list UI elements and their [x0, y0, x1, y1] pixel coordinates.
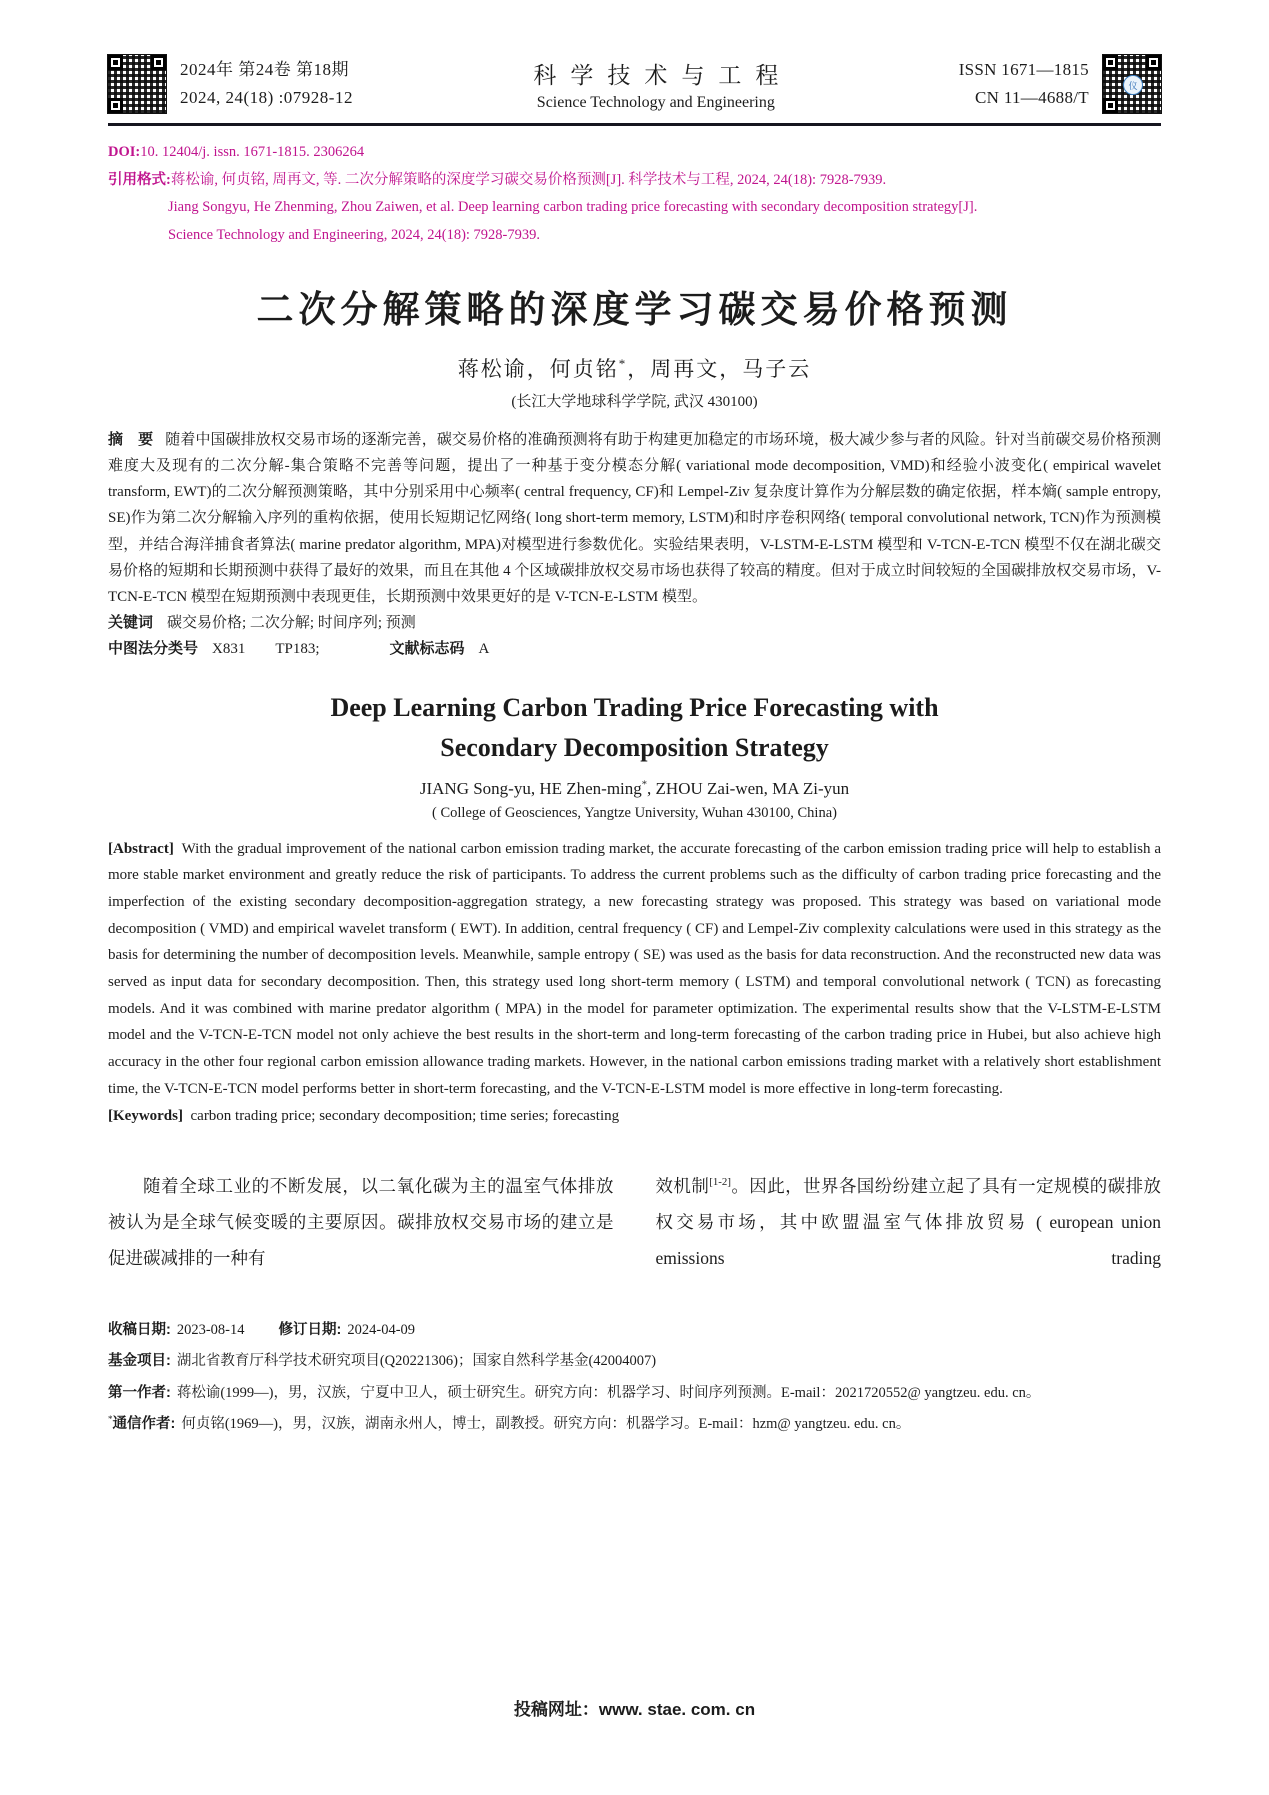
abstract-label-en: [Abstract]	[108, 840, 174, 857]
clc-line	[108, 636, 1161, 662]
revised-label: 修订日期:	[278, 1321, 342, 1338]
authors-en	[108, 779, 1161, 799]
body-paragraph-right	[656, 1169, 1162, 1277]
keywords-en-line	[108, 1103, 1161, 1130]
first-author-label: 第一作者:	[108, 1384, 171, 1401]
abstract-label-cn: 摘 要	[108, 431, 154, 449]
corr-author-value: 何贞铭(1969—)，男，汉族，湖南永州人，博士，副教授。研究方向：机器学习。E-mail：hzm@ yangtzeu. edu. cn。	[181, 1416, 911, 1433]
corr-star-mark: *	[108, 1414, 113, 1425]
issue-cn: 2024年 第24卷 第18期	[180, 59, 349, 79]
cite-en-line2: Science Technology and Engineering, 2024, 24(18): 7928-7939.	[168, 226, 541, 243]
corresponding-author-mark: *	[618, 356, 628, 372]
fund-label: 基金项目:	[108, 1353, 171, 1370]
affiliation-cn: (长江大学地球科学学院, 武汉 430100)	[511, 394, 758, 411]
received-value: 2023-08-14	[176, 1321, 245, 1338]
title-en-line1: Deep Learning Carbon Trading Price Forecasting with	[330, 693, 939, 723]
fund-line	[108, 1350, 1161, 1372]
cite-cn-line	[108, 167, 1161, 195]
body-paragraph-left: 随着全球工业的不断发展，以二氧化碳为主的温室气体排放被认为是全球气候变暖的主要原因。碳排放权交易市场的建立是促进碳减排的一种有	[108, 1176, 614, 1268]
qr-finder-icon	[108, 98, 123, 113]
qr-finder-icon	[1103, 98, 1118, 113]
first-author-line	[108, 1382, 1161, 1404]
qr-finder-icon	[151, 55, 166, 70]
abstract-text-cn: 随着中国碳排放权交易市场的逐渐完善，碳交易价格的准确预测将有助于构建更加稳定的市场环境，极大减少参与者的风险。针对当前碳交易价格预测难度大及现有的二次分解-集合策略不完善等问题，提出了一种基于变分模态分解( variational mode decomposition, VMD)和经验小波变化( empirical wavelet transform, EWT)的二次分解预测策略，其中分别采用中心频率( central frequency, CF)和 Lempel-Ziv 复杂度计算作为分解层数的确定依据，样本熵( sample entropy, SE)作为第二次分解输入序列的重构依据，使用长短期记忆网络( long short-term memory, LSTM)和时序卷积网络( temporal convolutional network, TCN)作为预测模型，并结合海洋捕食者算法( marine predator algorithm, MPA)对模型进行参数优化。实验结果表明，V-LSTM-E-LSTM 模型和 V-TCN-E-TCN 模型不仅在湖北碳交易价格的短期和长期预测中获得了最好的效果，而且在其他 4 个区域碳排放权交易市场也获得了较高的精度。但对于成立时间较短的全国碳排放权交易市场，V-TCN-E-TCN 模型在短期预测中表现更佳，长期预测中效果更好的是 V-TCN-E-LSTM 模型。	[108, 432, 1161, 605]
revised-value: 2024-04-09	[347, 1321, 416, 1338]
qr-code-left-icon	[108, 55, 166, 113]
doi-value: 10. 12404/j. issn. 1671-1815. 2306264	[140, 144, 365, 160]
issn: ISSN 1671—1815	[958, 59, 1089, 79]
corr-author-label: 通信作者:	[112, 1416, 176, 1433]
authors-en-pre: JIANG Song-yu, HE Zhen-ming	[419, 778, 642, 798]
keywords-en: carbon trading price; secondary decomposition; time series; forecasting	[190, 1107, 620, 1124]
qr-finder-icon	[1146, 55, 1161, 70]
issue-code: 2024, 24(18) :07928-12	[180, 88, 353, 107]
cite-en-line1: Jiang Songyu, He Zhenming, Zhou Zaiwen, et al. Deep learning carbon trading price forecasting with secondary decomposition strategy[J].	[168, 199, 978, 216]
journal-header	[108, 55, 1161, 113]
footnotes	[108, 1319, 1161, 1436]
body-column-right	[656, 1169, 1162, 1277]
journal-title-en: Science Technology and Engineering	[536, 93, 775, 111]
article-title-cn: 二次分解策略的深度学习碳交易价格预测	[256, 289, 1013, 331]
doi-label: DOI:	[108, 144, 141, 160]
doi-line	[108, 139, 1161, 167]
doc-code-value: A	[478, 640, 490, 657]
cite-label: 引用格式:	[108, 171, 171, 188]
abstract-text-en: With the gradual improvement of the national carbon emission trading market, the accurate forecasting of the carbon emission trading price will help to establish a more stable market environment and greatly reduce the risk of participants. To address the current problems such as the difficulty of carbon trading price forecasting and the imperfection of the existing secondary decomposition-aggregation strategy, a new forecasting strategy was proposed. This strategy was based on variational mode decomposition ( VMD) and empirical wavelet transform ( EWT). In addition, central frequency ( CF) and Lempel-Ziv complexity calculations were used in this strategy as the basis for determining the number of decomposition levels. Meanwhile, sample entropy ( SE) was used as the basis for data reconstruction. And the reconstructed new data was served as input data for secondary decomposition. Then, this strategy used long short-term memory ( LSTM) and temporal convolutional network ( TCN) as forecasting models. And it was combined with marine predator algorithm ( MPA) in the model for parameter optimization. The experimental results show that the V-LSTM-E-LSTM model and the V-TCN-E-TCN model not only achieve the best results in the short-term and long-term forecasting of the carbon trading price in Hubei, but also achieve high accuracy in the other four regional carbon emission allowance trading markets. However, in the national carbon emissions trading market with a relatively short establishment time, the V-TCN-E-TCN model performs better in short-term forecasting, and the V-TCN-E-LSTM model is more effective in long-term forecasting.	[108, 840, 1162, 1097]
issue-info	[180, 56, 353, 112]
citation-block	[108, 139, 1161, 249]
journal-title-cn: 科学技术与工程	[533, 62, 793, 88]
affiliation-en: ( College of Geosciences, Yangtze University, Wuhan 430100, China)	[432, 804, 837, 821]
abstract-en	[108, 836, 1161, 1103]
authors-cn-pre: 蒋松谕，何贞铭	[457, 357, 619, 382]
clc-value: X831 TP183;	[212, 640, 320, 657]
journal-title-block	[519, 57, 792, 112]
title-en-line2: Secondary Decomposition Strategy	[440, 733, 829, 763]
keywords-cn: 碳交易价格; 二次分解; 时间序列; 预测	[167, 614, 416, 631]
keywords-label-en: [Keywords]	[108, 1107, 183, 1124]
dates-line	[108, 1319, 1161, 1341]
article-title-en	[108, 688, 1161, 769]
authors-cn-post: ，周再文，马子云	[627, 357, 812, 382]
body-right-pre: 效机制	[655, 1176, 710, 1197]
body-columns	[108, 1169, 1161, 1277]
header-divider	[108, 123, 1161, 126]
authors-en-post: , ZHOU Zai-wen, MA Zi-yun	[647, 778, 850, 798]
clc-label: 中图法分类号	[108, 639, 199, 657]
abstract-cn	[108, 427, 1161, 610]
qr-finder-icon	[1103, 55, 1118, 70]
received-label: 收稿日期:	[108, 1321, 171, 1338]
qr-code-right-icon	[1103, 55, 1161, 113]
corresponding-author-mark-en: *	[641, 778, 648, 790]
issn-block	[959, 56, 1089, 112]
doc-code-label: 文献标志码	[389, 639, 465, 657]
body-column-left	[108, 1169, 614, 1277]
keywords-cn-line	[108, 610, 1161, 636]
submission-url: 投稿网址：www. stae. com. cn	[513, 1700, 756, 1719]
fund-value: 湖北省教育厅科学技术研究项目(Q20221306)；国家自然科学基金(42004007)	[176, 1353, 657, 1370]
qr-finder-icon	[108, 55, 123, 70]
first-author-value: 蒋松谕(1999—)，男，汉族，宁夏中卫人，硕士研究生。研究方向：机器学习、时间序列预测。E-mail：2021720552@ yangtzeu. edu. cn。	[176, 1384, 1041, 1401]
keywords-label-cn: 关键词	[108, 613, 154, 631]
authors-cn	[108, 353, 1161, 383]
cite-cn: 蒋松谕, 何贞铭, 周再文, 等. 二次分解策略的深度学习碳交易价格预测[J]. 科学技术与工程, 2024, 24(18): 7928-7939.	[170, 171, 887, 188]
reference-mark: [1-2]	[709, 1176, 731, 1189]
body-right-post: 。因此，世界各国纷纷建立起了具有一定规模的碳排放权交易市场，其中欧盟温室气体排放贸易 ( european union emissions trading	[655, 1176, 1162, 1268]
corresponding-author-line	[108, 1413, 1161, 1435]
qr-center-logo-icon: 仪	[1123, 75, 1143, 95]
cn-number: CN 11—4688/T	[975, 88, 1089, 107]
